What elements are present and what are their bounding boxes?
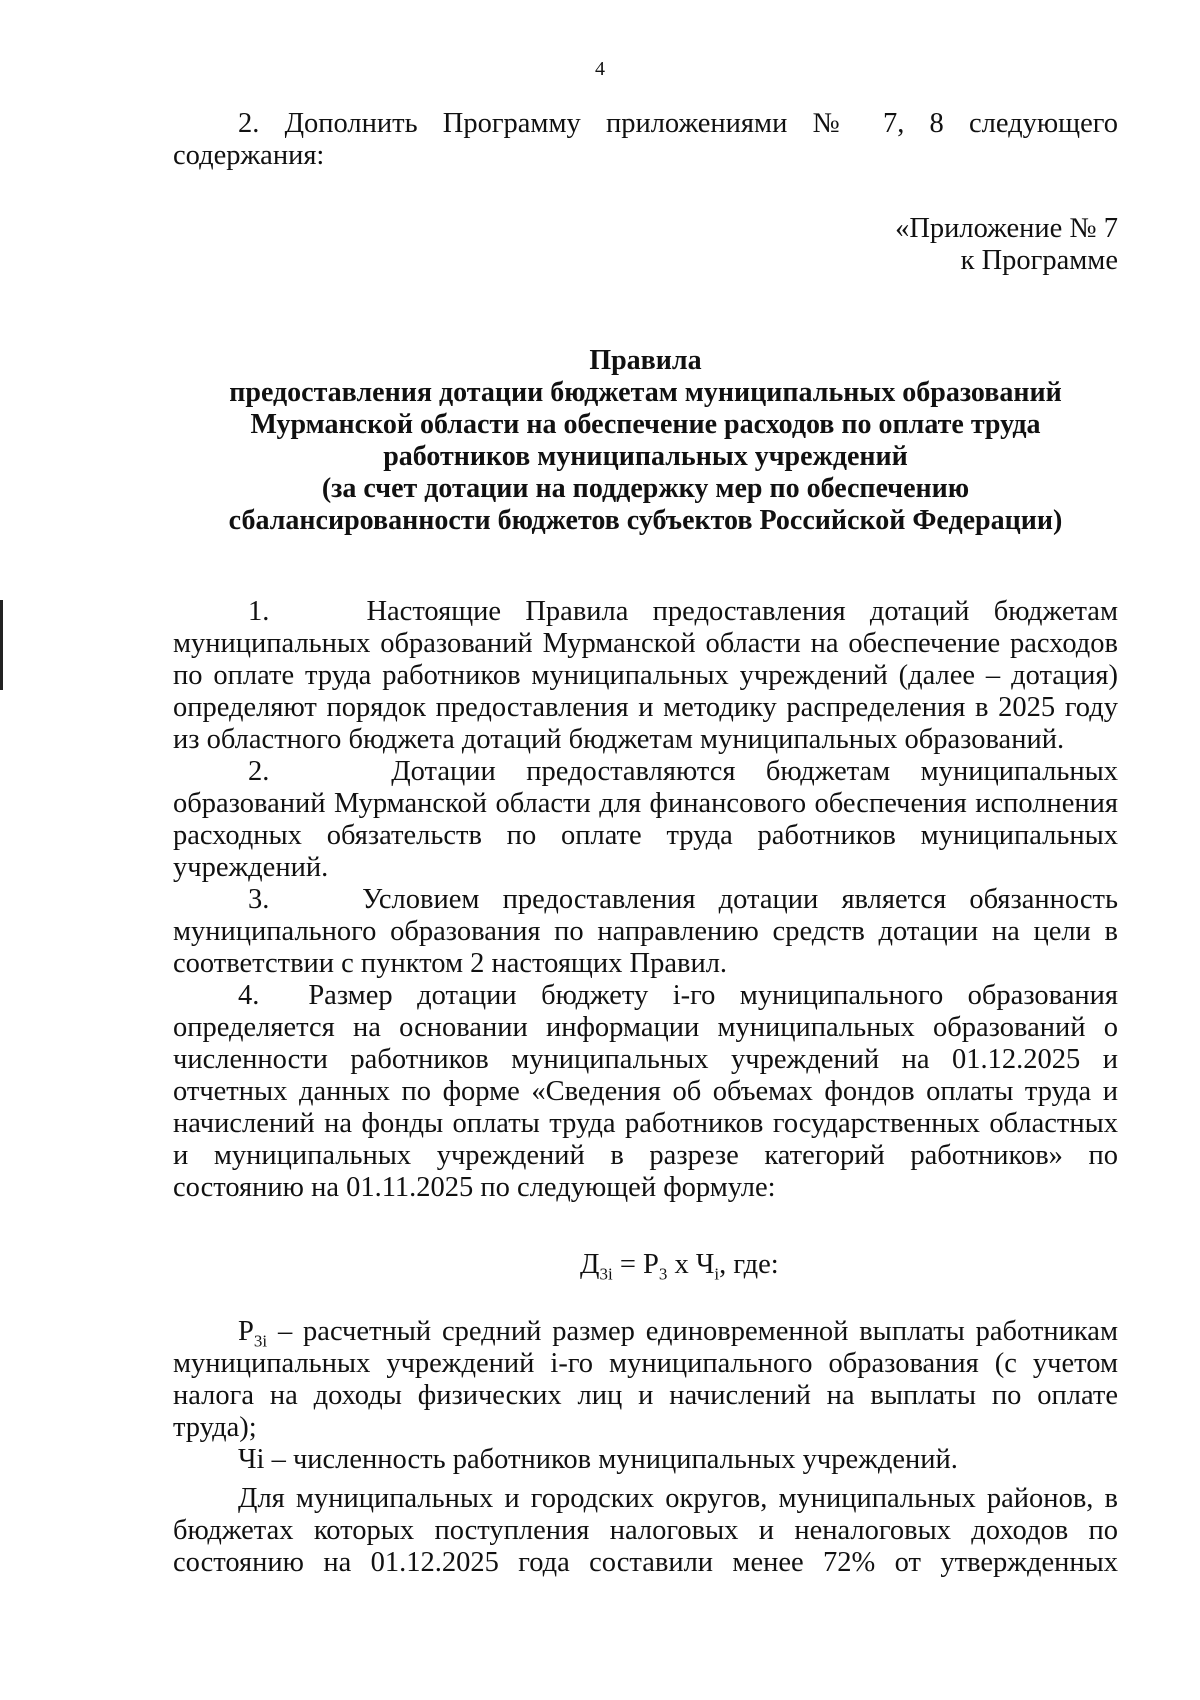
intro-paragraph: 2. Дополнить Программу приложениями № 7, 8 следующего содержания: <box>173 108 1118 171</box>
definition-chi: Чi – численность работников муниципальных учреждений. <box>238 1444 958 1475</box>
page-number: 4 <box>595 58 605 80</box>
scan-margin-mark <box>0 600 3 690</box>
paragraph-5: Для муниципальных и городских округов, муниципальных районов, в бюджетах которых поступления налоговых и неналоговых доходов по состоянию на 01.12.2025 года составили менее 72% от утвержденных <box>173 1483 1118 1578</box>
paragraph-2: 2. Дотации предоставляются бюджетам муниципальных образований Мурманской области для финансового обеспечения исполнения расходных обязательств по оплате труда работников муниципальных учреждений. <box>173 756 1118 883</box>
document-title: Правила предоставления дотации бюджетам муниципальных образований Мурманской области на обеспечение расходов по оплате труда работников муниципальных учреждений (за счет дотации на поддержку мер по обеспечению сбалансированности бюджетов субъектов Российской Федерации) <box>228 345 1063 536</box>
paragraph-4: 4. Размер дотации бюджету i-го муниципального образования определяется на основании информации муниципальных образований о численности работников муниципальных учреждений на 01.12.2025 и отчетных данных по форме «Сведения об объемах фондов оплаты труда и начислений на фонды оплаты труда работников государственных областных и муниципальных учреждений в разрезе категорий работников» по состоянию на 01.11.2025 по следующей формуле: <box>173 980 1119 1203</box>
paragraph-3: 3. Условием предоставления дотации является обязанность муниципального образования по направлению средств дотации на цели в соответствии с пунктом 2 настоящих Правил. <box>173 884 1118 979</box>
paragraph-1: 1. Настоящие Правила предоставления дотаций бюджетам муниципальных образований Мурманской области на обеспечение расходов по оплате труда работников муниципальных учреждений (далее – дотация) определяют порядок предоставления и методику распределения в 2025 году из областного бюджета дотаций бюджетам муниципальных образований. <box>173 596 1118 755</box>
dotation-formula: $Д_{3i} = Р_3$ х $Ч_i$, где: <box>580 1249 779 1284</box>
appendix-reference: «Приложение № 7 к Программе <box>895 213 1118 276</box>
definition-p3i: $Р_{3i}$ – расчетный средний размер единовременной выплаты работникам муниципальных учреждений i-го муниципального образования (с учетом налога на доходы физических лиц и начислений на выплаты по оплате труда); <box>173 1316 1118 1443</box>
